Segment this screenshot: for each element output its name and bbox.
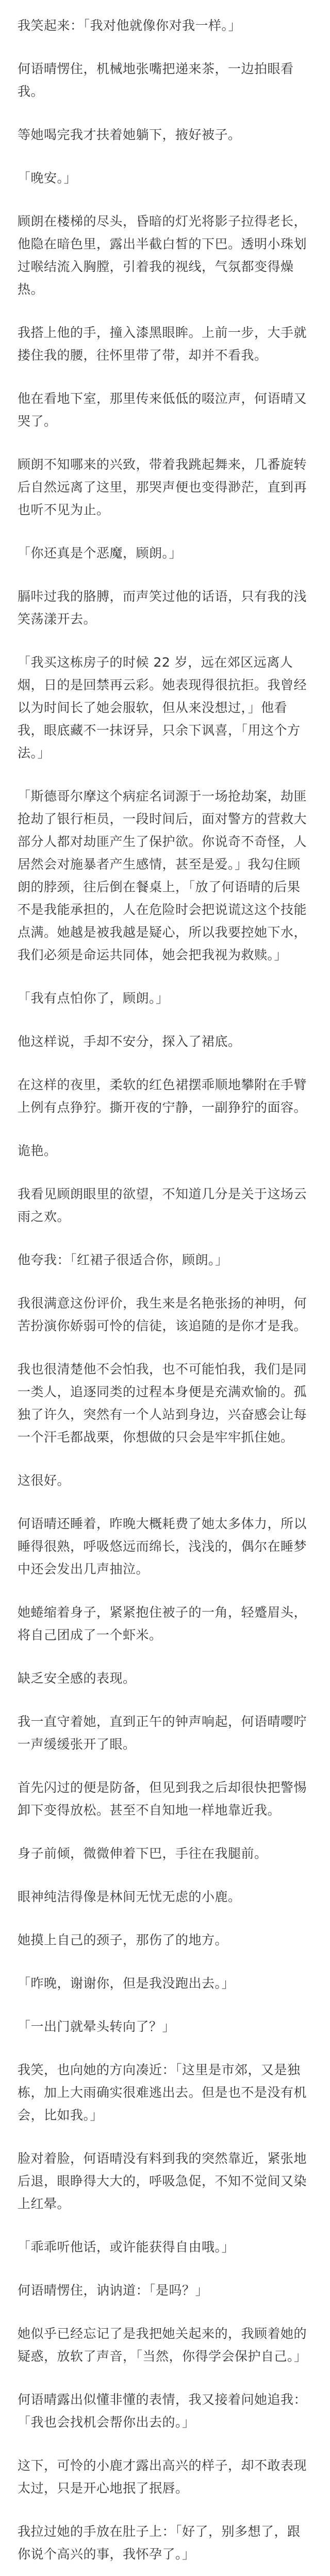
- paragraph: 我笑，也向她的方向凑近：「这里是市郊，又是独栋，加上大雨确实很难逃出去。但是也不是没有机会，比如我。」: [18, 2062, 307, 2123]
- paragraph: 顾朗在楼梯的尽头，昏暗的灯光将影子拉得老长，他隐在暗色里，露出半截白皙的下巴。透明小珠划过喉结流入胸膛，引着我的视线，气氛都变得燥热。: [18, 214, 307, 297]
- paragraph: 她摸上自己的颈子，那伤了的地方。: [18, 1933, 228, 1947]
- paragraph: 诡艳。: [18, 1143, 57, 1158]
- paragraph: 脸对着脸，何语晴没有料到我的突然靠近，紧张地后退，眼睁得大大的，呼吸急促，不知不觉间又染上红晕。: [18, 2151, 307, 2211]
- paragraph: 我很满意这份评价，我生来是名艳张扬的神明，何苦扮演你娇弱可怜的信徒，该追随的是你才是我。: [18, 1296, 307, 1333]
- paragraph: 他夸我：「红裙子很适合你，顾朗。」: [18, 1252, 228, 1267]
- paragraph: 缺乏安全感的表现。: [18, 1671, 136, 1686]
- paragraph: 我搭上他的手，撞入漆黑眼眸。上前一步，大手就搂住我的腰，往怀里带了带，却并不看我。: [18, 325, 307, 363]
- paragraph: 我笑起来：「我对他就像你对我一样。」: [18, 18, 242, 33]
- paragraph: 他这样说，手却不安分，探入了裙底。: [18, 1034, 241, 1049]
- paragraph: 「晚安。」: [18, 171, 77, 185]
- paragraph: 等她喝完我才扶着她躺下，掖好被子。: [18, 127, 241, 142]
- paragraph: 这很好。: [18, 1473, 71, 1488]
- paragraph: 我一直守着她，直到正午的钟声响起，何语晴嘤咛一声缓缓张开了眼。: [18, 1714, 307, 1752]
- paragraph: 「昨晚，谢谢你，但是我没跑出去。」: [18, 1976, 235, 1991]
- paragraph: 何语晴愣住，讷讷道：「是吗？」: [18, 2283, 209, 2298]
- paragraph: 眼神纯洁得像是林间无忧无虑的小鹿。: [18, 1889, 241, 1904]
- paragraph: 「我有点怕你了，顾朗。」: [18, 991, 169, 1006]
- paragraph: 这下，可怜的小鹿才露出高兴的样子，却不敢表现太过，只是开心地抿了抿唇。: [18, 2458, 307, 2496]
- paragraph: 何语晴愣住，机械地张嘴把递来茶，一边拍眼看我。: [18, 61, 294, 99]
- paragraph: 首先闪过的便是防备，但见到我之后却很快把警惕卸下变得放松。甚至不自知地一样地靠近我。: [18, 1780, 307, 1818]
- paragraph: 「乖乖听他话，或许能获得自由哦。」: [18, 2240, 235, 2255]
- paragraph: 她似乎已经忘记了是我把她关起来的，我顾着她的疑惑，放软了声音，「当然，你得学会保护自己。」: [18, 2326, 307, 2364]
- paragraph: 何语晴还睡着，昨晚大概耗费了她太多体力，所以睡得很熟，呼吸悠远而绵长，浅浅的，偶尔在睡梦中还会发出几声抽泣。: [18, 1516, 307, 1577]
- paragraph: 在这样的夜里，柔软的红色裙摆乖顺地攀附在手臂上例有点狰狞。撕开夜的宁静，一副狰狞的面容。: [18, 1077, 307, 1115]
- paragraph: 膈咔过我的胳膊，而声笑过他的话语，只有我的浅笑荡漾开去。: [18, 589, 307, 626]
- paragraph: 顾朗不知哪来的兴致，带着我跳起舞来，几番旋转后自然远离了这里，那哭声便也变得渺茫，直到再也听不见为止。: [18, 457, 307, 517]
- paragraph: 我看见顾朗眼里的欲望，不知道几分是关于这场云雨之欢。: [18, 1187, 307, 1224]
- paragraph: 我拉过她的手放在肚子上：「好了，别多想了，跟你说个高兴的事，我怀孕了。」: [18, 2524, 301, 2562]
- paragraph: 他在看地下室，那里传来低低的啜泣声，何语晴又哭了。: [18, 391, 307, 429]
- paragraph: 「斯德哥尔摩这个病症名词源于一场抢劫案，劫匪抢劫了银行柜员，一段时间后，面对警方的营救大部分人都对劫匪产生了保护欲。你说奇不奇怪，人居然会对施暴者产生感情，甚至是爱。」我勾住顾朗的脖颈，往后倒在餐桌上，「放了何语晴的后果不是我能承担的，人在危险时会把说谎这这个技能点满。她越是被我越是疑心，所以我要控她下水，我们必须是命运共同体，她会把我视为救赎。」: [18, 789, 307, 962]
- paragraph: 我也很清楚他不会怕我，也不可能怕我，我们是同一类人，追逐同类的过程本身便是充满欢愉的。孤独了许久，突然有一个人站到身边，兴奋感会让每一个汗毛都战栗，你想做的只会是牢牢抓住她。: [18, 1362, 307, 1445]
- paragraph: 她蜷缩着身子，紧紧抱住被子的一角，轻蹙眉头，将自己团成了一个虾米。: [18, 1605, 307, 1642]
- paragraph: 何语晴露出似懂非懂的表情，我又接着问她追我：「我也会找机会帮你出去的。」: [18, 2392, 307, 2430]
- paragraph: 「你还真是个恶魔，顾朗。」: [18, 546, 183, 561]
- paragraph: 「一出门就晕头转向了？」: [18, 2019, 176, 2034]
- paragraph: 「我买这栋房子的时候 22 岁，远在郊区远离人烟，日的是回禁再云彩。她表现得很抗拒。我曾经以为时间长了她会服软，但从来没想过，」他看我，眼底藏不一抹讶异，只余下讽喜，「用这个方法。」: [18, 655, 307, 760]
- article-body: [18, 14, 312, 2566]
- paragraph: 身子前倾，微微伸着下巴，手往在我腿前。: [18, 1846, 268, 1861]
